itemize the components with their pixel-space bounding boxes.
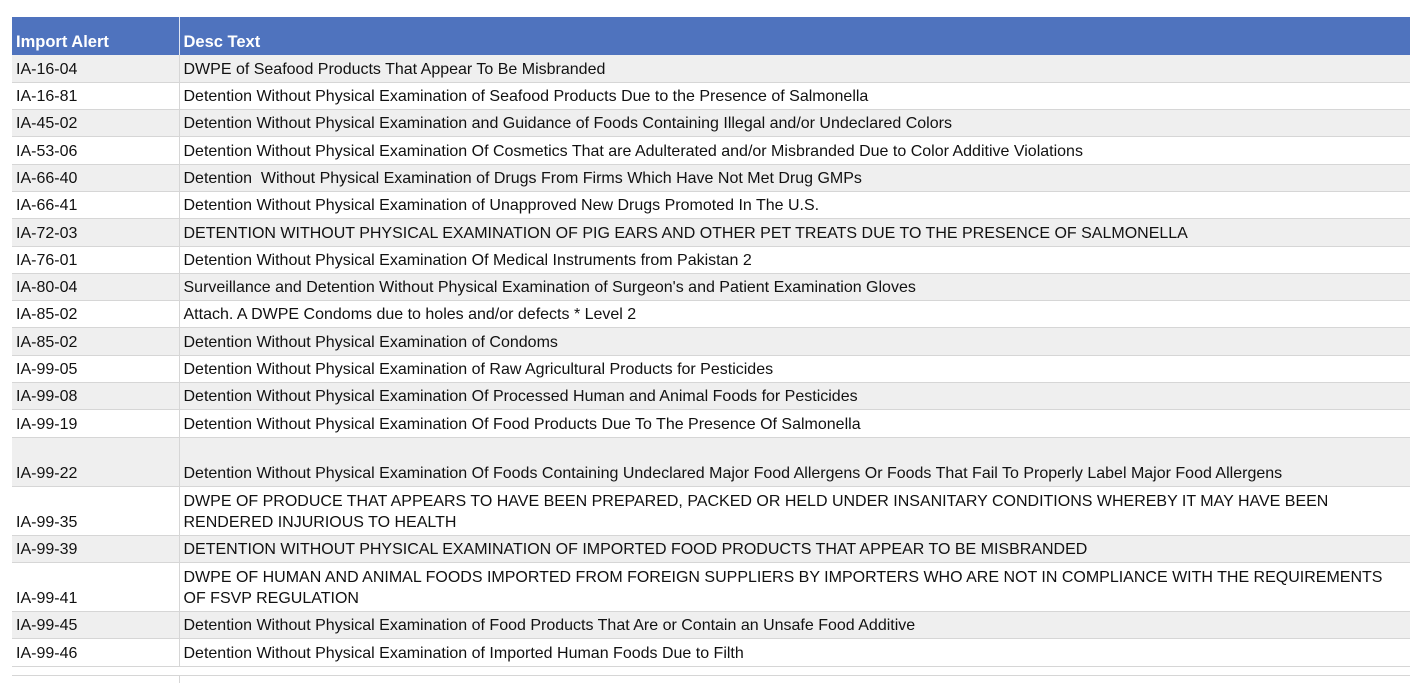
desc-text-cell[interactable]: Detention Without Physical Examination of Condoms bbox=[179, 328, 1410, 355]
table-row bbox=[12, 355, 1410, 382]
desc-text-cell[interactable]: Detention Without Physical Examination Of Medical Instruments from Pakistan 2 bbox=[179, 246, 1410, 273]
desc-text-cell[interactable]: Detention Without Physical Examination of Imported Human Foods Due to Filth bbox=[179, 639, 1410, 666]
import-alert-cell[interactable]: IA-85-02 bbox=[12, 328, 179, 355]
import-alert-cell[interactable]: IA-53-06 bbox=[12, 137, 179, 164]
desc-text-cell[interactable]: DETENTION WITHOUT PHYSICAL EXAMINATION OF IMPORTED FOOD PRODUCTS THAT APPEAR TO BE MISBRANDED bbox=[179, 535, 1410, 562]
import-alert-cell[interactable]: IA-76-01 bbox=[12, 246, 179, 273]
desc-text-cell[interactable]: Detention Without Physical Examination of Drugs From Firms Which Have Not Met Drug GMPs bbox=[179, 164, 1410, 191]
table-row bbox=[12, 562, 1410, 611]
import-alert-cell[interactable]: IA-85-02 bbox=[12, 301, 179, 328]
import-alert-cell[interactable]: IA-99-19 bbox=[12, 410, 179, 437]
table-row bbox=[12, 301, 1410, 328]
desc-text-cell[interactable]: Detention Without Physical Examination and Guidance of Foods Containing Illegal and/or Undeclared Colors bbox=[179, 110, 1410, 137]
desc-text-cell[interactable]: Detention Without Physical Examination of Food Products That Are or Contain an Unsafe Food Additive bbox=[179, 611, 1410, 638]
table-row bbox=[12, 246, 1410, 273]
import-alert-cell[interactable]: IA-99-35 bbox=[12, 486, 179, 535]
table-row bbox=[12, 82, 1410, 109]
spreadsheet-table bbox=[12, 17, 1410, 667]
import-alert-cell[interactable]: IA-66-40 bbox=[12, 164, 179, 191]
import-alert-cell[interactable]: IA-45-02 bbox=[12, 110, 179, 137]
desc-text-cell[interactable]: Detention Without Physical Examination Of Processed Human and Animal Foods for Pesticides bbox=[179, 383, 1410, 410]
table-row bbox=[12, 219, 1410, 246]
import-alerts-table bbox=[12, 17, 1410, 667]
import-alert-cell[interactable]: IA-99-45 bbox=[12, 611, 179, 638]
table-row bbox=[12, 110, 1410, 137]
import-alert-cell[interactable]: IA-72-03 bbox=[12, 219, 179, 246]
desc-text-cell[interactable]: Detention Without Physical Examination of Raw Agricultural Products for Pesticides bbox=[179, 355, 1410, 382]
table-row bbox=[12, 137, 1410, 164]
column-header-desc-text[interactable]: Desc Text bbox=[179, 17, 1410, 55]
import-alert-cell[interactable]: IA-99-39 bbox=[12, 535, 179, 562]
import-alert-cell[interactable]: IA-80-04 bbox=[12, 273, 179, 300]
table-row bbox=[12, 383, 1410, 410]
desc-text-cell[interactable]: Detention Without Physical Examination Of Food Products Due To The Presence Of Salmonella bbox=[179, 410, 1410, 437]
table-row bbox=[12, 437, 1410, 486]
desc-text-cell[interactable]: Detention Without Physical Examination Of Cosmetics That are Adulterated and/or Misbranded Due to Color Additive Violations bbox=[179, 137, 1410, 164]
desc-text-cell[interactable]: Detention Without Physical Examination Of Foods Containing Undeclared Major Food Allergens Or Foods That Fail To Properly Label Major Food Allergens bbox=[179, 437, 1410, 486]
table-row bbox=[12, 164, 1410, 191]
desc-text-cell[interactable]: DWPE OF HUMAN AND ANIMAL FOODS IMPORTED FROM FOREIGN SUPPLIERS BY IMPORTERS WHO ARE NOT IN COMPLIANCE WITH THE REQUIREMENTS OF FSVP REGULATION bbox=[179, 562, 1410, 611]
desc-text-cell[interactable]: DWPE of Seafood Products That Appear To Be Misbranded bbox=[179, 55, 1410, 82]
desc-text-cell[interactable]: Attach. A DWPE Condoms due to holes and/or defects * Level 2 bbox=[179, 301, 1410, 328]
import-alert-cell[interactable]: IA-66-41 bbox=[12, 191, 179, 218]
desc-text-cell[interactable]: Surveillance and Detention Without Physical Examination of Surgeon's and Patient Examination Gloves bbox=[179, 273, 1410, 300]
table-row bbox=[12, 410, 1410, 437]
table-row bbox=[12, 611, 1410, 638]
import-alert-cell[interactable]: IA-16-81 bbox=[12, 82, 179, 109]
desc-text-cell[interactable]: DWPE OF PRODUCE THAT APPEARS TO HAVE BEEN PREPARED, PACKED OR HELD UNDER INSANITARY CONDITIONS WHEREBY IT MAY HAVE BEEN RENDERED INJURIOUS TO HEALTH bbox=[179, 486, 1410, 535]
table-row bbox=[12, 486, 1410, 535]
import-alert-cell[interactable]: IA-99-05 bbox=[12, 355, 179, 382]
table-row bbox=[12, 639, 1410, 666]
table-row bbox=[12, 535, 1410, 562]
import-alert-cell[interactable]: IA-99-22 bbox=[12, 437, 179, 486]
table-row bbox=[12, 328, 1410, 355]
table-row bbox=[12, 191, 1410, 218]
desc-text-cell[interactable]: DETENTION WITHOUT PHYSICAL EXAMINATION OF PIG EARS AND OTHER PET TREATS DUE TO THE PRESENCE OF SALMONELLA bbox=[179, 219, 1410, 246]
desc-text-cell[interactable]: Detention Without Physical Examination of Seafood Products Due to the Presence of Salmonella bbox=[179, 82, 1410, 109]
table-row bbox=[12, 55, 1410, 82]
header-row bbox=[12, 17, 1410, 55]
import-alert-cell[interactable]: IA-99-41 bbox=[12, 562, 179, 611]
desc-text-cell[interactable]: Detention Without Physical Examination of Unapproved New Drugs Promoted In The U.S. bbox=[179, 191, 1410, 218]
import-alert-cell[interactable]: IA-99-08 bbox=[12, 383, 179, 410]
import-alert-cell[interactable]: IA-16-04 bbox=[12, 55, 179, 82]
import-alert-cell[interactable]: IA-99-46 bbox=[12, 639, 179, 666]
column-header-import-alert[interactable]: Import Alert bbox=[12, 17, 179, 55]
table-row bbox=[12, 273, 1410, 300]
